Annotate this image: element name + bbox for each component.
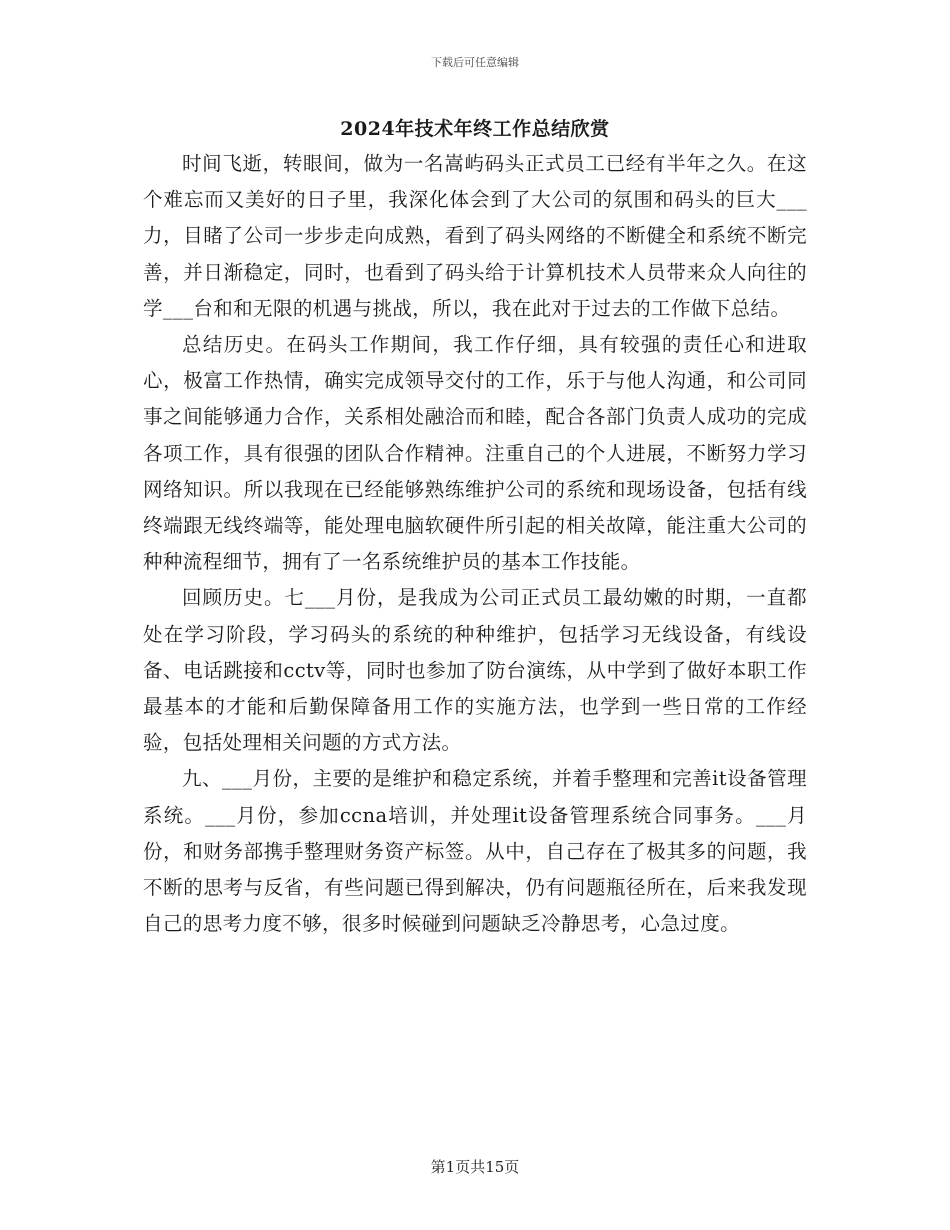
document-title: 2024年技术年终工作总结欣赏 (340, 118, 610, 140)
header-note: 下载后可任意编辑 (431, 56, 519, 69)
paragraph-intro: 时间飞逝，转眼间，做为一名嵩屿码头正式员工已经有半年之久。在这个难忘而又美好的日子里，我深化体会到了大公司的氛围和码头的巨大___力，目睹了公司一步步走向成熟，看到了码头网络的不断健全和系统不断完善，并日渐稳定，同时，也看到了码头给于计算机技术人员带来众人向往的学___台和和无限的机遇与挑战，所以，我在此对于过去的工作做下总结。 (143, 152, 807, 320)
document-body (143, 146, 807, 942)
paragraph-review: 回顾历史。七___月份，是我成为公司正式员工最幼嫩的时期，一直都处在学习阶段，学习码头的系统的种种维护，包括学习无线设备，有线设备、电话跳接和cctv等，同时也参加了防台演练，从中学到了做好本职工作最基本的才能和后勤保障备用工作的实施方法，也学到一些日常的工作经验，包括处理相关问题的方式方法。 (143, 586, 807, 755)
paragraph-summary: 总结历史。在码头工作期间，我工作仔细，具有较强的责任心和进取心，极富工作热情，确实完成领导交付的工作，乐于与他人沟通，和公司同事之间能够通力合作，关系相处融洽而和睦，配合各部门负责人成功的完成各项工作，具有很强的团队合作精神。注重自己的个人进展，不断努力学习网络知识。所以我现在已经能够熟练维护公司的系统和现场设备，包括有线终端跟无线终端等，能处理电脑软硬件所引起的相关故障，能注重大公司的种种流程细节，拥有了一名系统维护员的基本工作技能。 (143, 333, 807, 574)
paragraph-later-months: 九、___月份，主要的是维护和稳定系统，并着手整理和完善it设备管理系统。___月份，参加ccna培训，并处理it设备管理系统合同事务。___月份，和财务部携手整理财务资产标签。从中，自己存在了极其多的问题，我不断的思考与反省，有些问题已得到解决，仍有问题瓶径所在，后来我发现自己的思考力度不够，很多时候碰到问题缺乏冷静思考，心急过度。 (143, 767, 807, 936)
page-number: 第1页共15页 (430, 1158, 520, 1176)
